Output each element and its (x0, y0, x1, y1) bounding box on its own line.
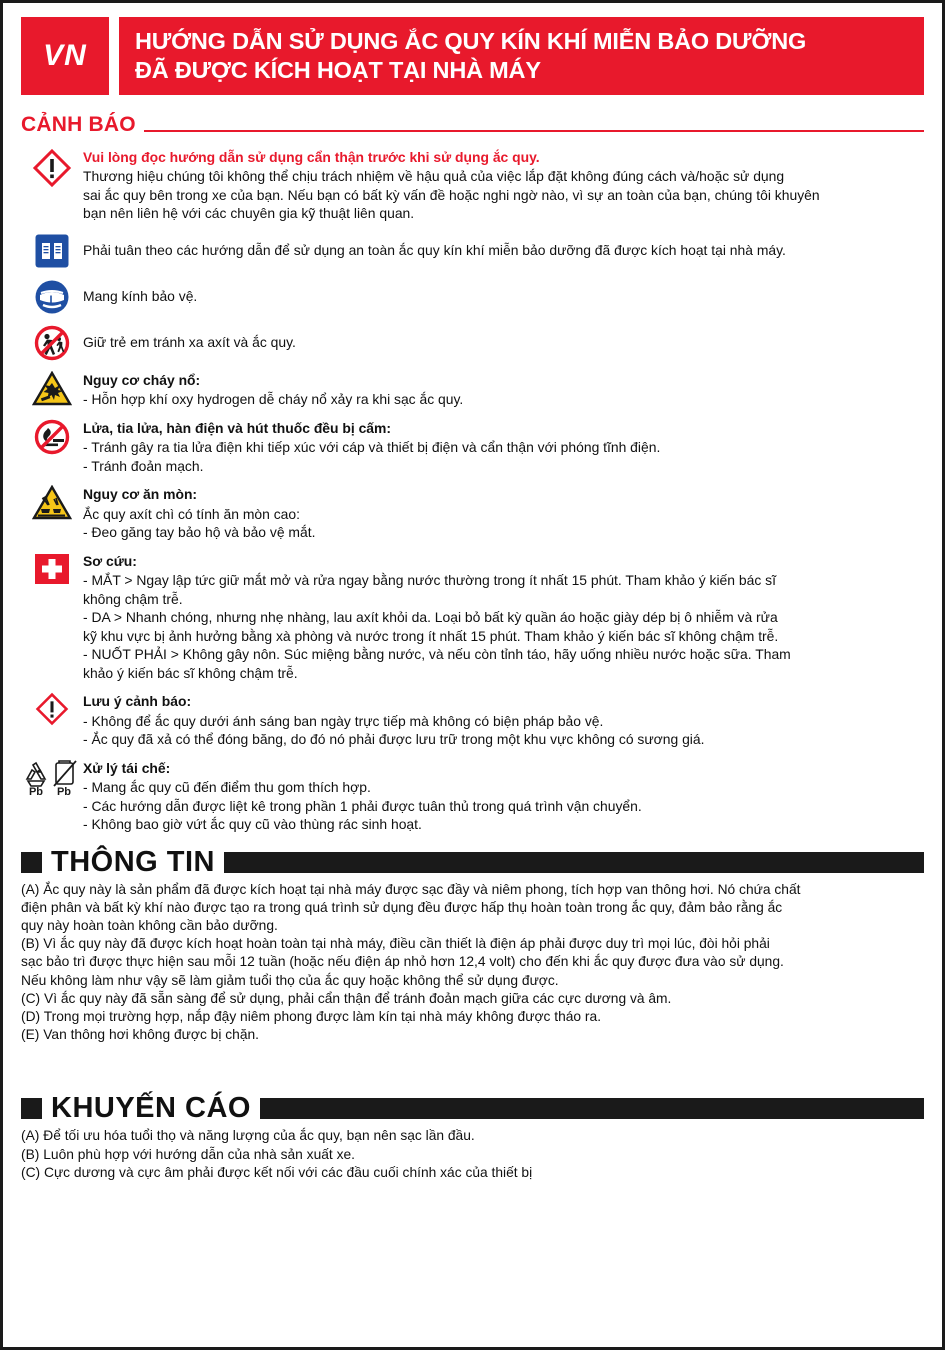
warning-item (21, 147, 924, 223)
warning-item-text (83, 758, 924, 834)
info-line: điện phân và bất kỳ khí nào được tạo ra trong quá trình sử dụng đều được hấp thụ hoàn toàn trong ắc quy, đảm bảo rằng ắc (21, 899, 783, 915)
warning-item (21, 551, 924, 682)
corrosive-hazard-icon (21, 484, 83, 521)
info-line: (E) Van thông hơi không được bị chặn. (21, 1027, 259, 1043)
banner-bar (224, 852, 924, 873)
document-header (21, 17, 924, 95)
warning-item (21, 418, 924, 475)
banner-bar (260, 1098, 924, 1119)
svg-text:Pb: Pb (56, 785, 72, 797)
info-line: (D) Trong mọi trường hợp, nắp đậy niêm phong được làm kín tại nhà máy không được tháo ra. (21, 1009, 602, 1025)
safety-goggles-icon (21, 278, 83, 315)
warning-item (21, 484, 924, 541)
recommend-section-banner (21, 1094, 924, 1123)
warning-item-text (83, 691, 924, 748)
warning-item-line: Ắc quy axít chì có tính ăn mòn cao: (83, 505, 300, 522)
warning-heading (21, 113, 924, 137)
document-title (119, 17, 924, 95)
info-section-body (21, 881, 924, 1045)
warning-item-text (83, 370, 924, 409)
warning-item-line: không chậm trễ. (83, 590, 183, 607)
warning-heading-rule (144, 130, 924, 132)
warning-item-line: - DA > Nhanh chóng, nhưng nhẹ nhàng, lau axít khỏi da. Loại bỏ bất kỳ quần áo hoặc giày dép bị ô nhiễm và rửa (83, 609, 778, 626)
warning-item-line: kỹ khu vực bị ảnh hưởng bằng xà phòng và nước trong ít nhất 15 phút. Tham khảo ý kiến bác sĩ không chậm trễ. (83, 627, 779, 644)
warning-item-title: Sơ cứu: (83, 552, 137, 569)
info-line: (A) Ắc quy này là sản phẩm đã được kích hoạt tại nhà máy được sạc đầy và niêm phong, tích hợp van thông hơi. Nó chứa chất (21, 881, 801, 897)
warning-item-line: sai ắc quy bên trong xe của bạn. Nếu bạn có bất kỳ vấn đề hoặc nghi ngờ nào, vì sự an toàn của bạn, chúng tôi khuyên (83, 186, 820, 203)
warning-item (21, 232, 924, 269)
warning-item-line: - Mang ắc quy cũ đến điểm thu gom thích hợp. (83, 779, 371, 796)
warning-item-line: - Tránh đoản mạch. (83, 457, 204, 474)
warning-item (21, 370, 924, 409)
warning-item-line: bạn nên liên hệ với các chuyên gia kỹ thuật liên quan. (83, 205, 415, 222)
warning-item (21, 758, 924, 834)
recommend-section-title: KHUYẾN CÁO (51, 1092, 251, 1125)
first-aid-icon (21, 551, 83, 586)
warning-item-line: - MẮT > Ngay lập tức giữ mắt mở và rửa ngay bằng nước thường trong ít nhất 15 phút. Tham khảo ý kiến bác sĩ (83, 572, 776, 589)
warning-item-text (83, 333, 924, 351)
info-line: sạc bảo trì được thực hiện sau mỗi 12 tuần (hoặc nếu điện áp nhỏ hơn 12,4 volt) cho đến khi ắc quy được đưa vào sử dụng. (21, 954, 784, 970)
warning-item-line: - Không để ắc quy dưới ánh sáng ban ngày trực tiếp mà không có biện pháp bảo vệ. (83, 712, 604, 729)
title-line-2: ĐÃ ĐƯỢC KÍCH HOẠT TẠI NHÀ MÁY (135, 57, 541, 83)
warning-heading-label: CẢNH BÁO (21, 113, 136, 136)
recycle-lead-icon (21, 758, 83, 797)
banner-square (21, 1098, 42, 1119)
svg-text:Pb: Pb (28, 785, 44, 797)
info-line: quy này hoàn toàn không cần bảo dưỡng. (21, 918, 278, 933)
warning-item-title: Xử lý tái chế: (83, 759, 171, 776)
language-badge: VN (21, 17, 109, 95)
recommend-line: (A) Để tối ưu hóa tuổi thọ và năng lượng của ắc quy, bạn nên sạc lần đầu. (21, 1128, 475, 1144)
info-line: Nếu không làm như vậy sẽ làm giảm tuổi thọ của ắc quy hoặc không thể sử dụng được. (21, 972, 559, 988)
recommend-line: (B) Luôn phù hợp với hướng dẫn của nhà sản xuất xe. (21, 1146, 355, 1162)
warning-item (21, 691, 924, 748)
warning-item-line: - Đeo găng tay bảo hộ và bảo vệ mắt. (83, 524, 316, 541)
warning-item-text (83, 147, 924, 223)
warning-item-title: Nguy cơ ăn mòn: (83, 486, 198, 503)
warning-item (21, 278, 924, 315)
title-line-1: HƯỚNG DẪN SỬ DỤNG ẮC QUY KÍN KHÍ MIỄN BẢO DƯỠNG (135, 27, 807, 54)
warning-item-line: - Không bao giờ vứt ắc quy cũ vào thùng rác sinh hoạt. (83, 816, 422, 833)
info-line: (C) Vì ắc quy này đã sẵn sàng để sử dụng, phải cẩn thận để tránh đoản mạch giữa các cực dương và âm. (21, 990, 672, 1006)
warning-item-line: Thương hiệu chúng tôi không thể chịu trách nhiệm về hậu quả của việc lắp đặt không đúng cách và/hoặc sử dụng (83, 168, 785, 185)
warning-item-line: - Hỗn hợp khí oxy hydrogen dễ cháy nổ xảy ra khi sạc ắc quy. (83, 391, 464, 408)
recommend-line: (C) Cực dương và cực âm phải được kết nối với các đầu cuối chính xác của thiết bị (21, 1164, 533, 1180)
explosion-hazard-icon (21, 370, 83, 407)
section-spacer (21, 1044, 924, 1080)
warning-item-title: Nguy cơ cháy nổ: (83, 371, 201, 388)
warning-item (21, 324, 924, 361)
exclamation-hazard-icon (21, 147, 83, 188)
keep-away-from-children-icon (21, 324, 83, 361)
read-manual-icon (21, 232, 83, 269)
no-fire-no-smoking-icon (21, 418, 83, 455)
warning-item-line: Giữ trẻ em tránh xa axít và ắc quy. (83, 334, 296, 351)
warning-item-text (83, 551, 924, 682)
info-line: (B) Vì ắc quy này đã được kích hoạt hoàn toàn tại nhà máy, điều cần thiết là điện áp phải được duy trì mọi lúc, đòi hỏi phải (21, 936, 770, 952)
warning-item-title: Lưu ý cảnh báo: (83, 693, 192, 710)
warning-item-line: - NUỐT PHẢI > Không gây nôn. Súc miệng bằng nước, và nếu còn tỉnh táo, hãy uống nhiều nước hoặc sữa. Tham (83, 646, 791, 663)
warning-item-line: Mang kính bảo vệ. (83, 288, 198, 305)
warning-item-text (83, 287, 924, 305)
warning-item-line: Phải tuân theo các hướng dẫn để sử dụng an toàn ắc quy kín khí miễn bảo dưỡng đã được kích hoạt tại nhà máy. (83, 242, 786, 259)
warning-item-title: Vui lòng đọc hướng dẫn sử dụng cẩn thận trước khi sử dụng ắc quy. (83, 149, 540, 165)
warning-item-title: Lửa, tia lửa, hàn điện và hút thuốc đều bị cấm: (83, 419, 392, 436)
info-section-banner (21, 845, 924, 878)
warning-list (21, 147, 924, 834)
warning-item-line: khảo ý kiến bác sĩ không chậm trễ. (83, 664, 298, 681)
exclamation-hazard-icon (21, 691, 83, 726)
warning-item-text (83, 241, 924, 259)
warning-item-line: - Các hướng dẫn được liệt kê trong phần 1 phải được tuân thủ trong quá trình vận chuyển. (83, 797, 642, 814)
warning-item-text (83, 418, 924, 475)
warning-item-line: - Tránh gây ra tia lửa điện khi tiếp xúc với cáp và thiết bị điện và cẩn thận với phóng tĩnh điện. (83, 439, 661, 456)
info-section-title: THÔNG TIN (51, 845, 215, 878)
warning-item-text (83, 484, 924, 541)
banner-square (21, 852, 42, 873)
recommend-section-body (21, 1127, 924, 1182)
warning-item-line: - Ắc quy đã xả có thể đóng băng, do đó nó phải được lưu trữ trong một khu vực không có sương giá. (83, 731, 705, 748)
